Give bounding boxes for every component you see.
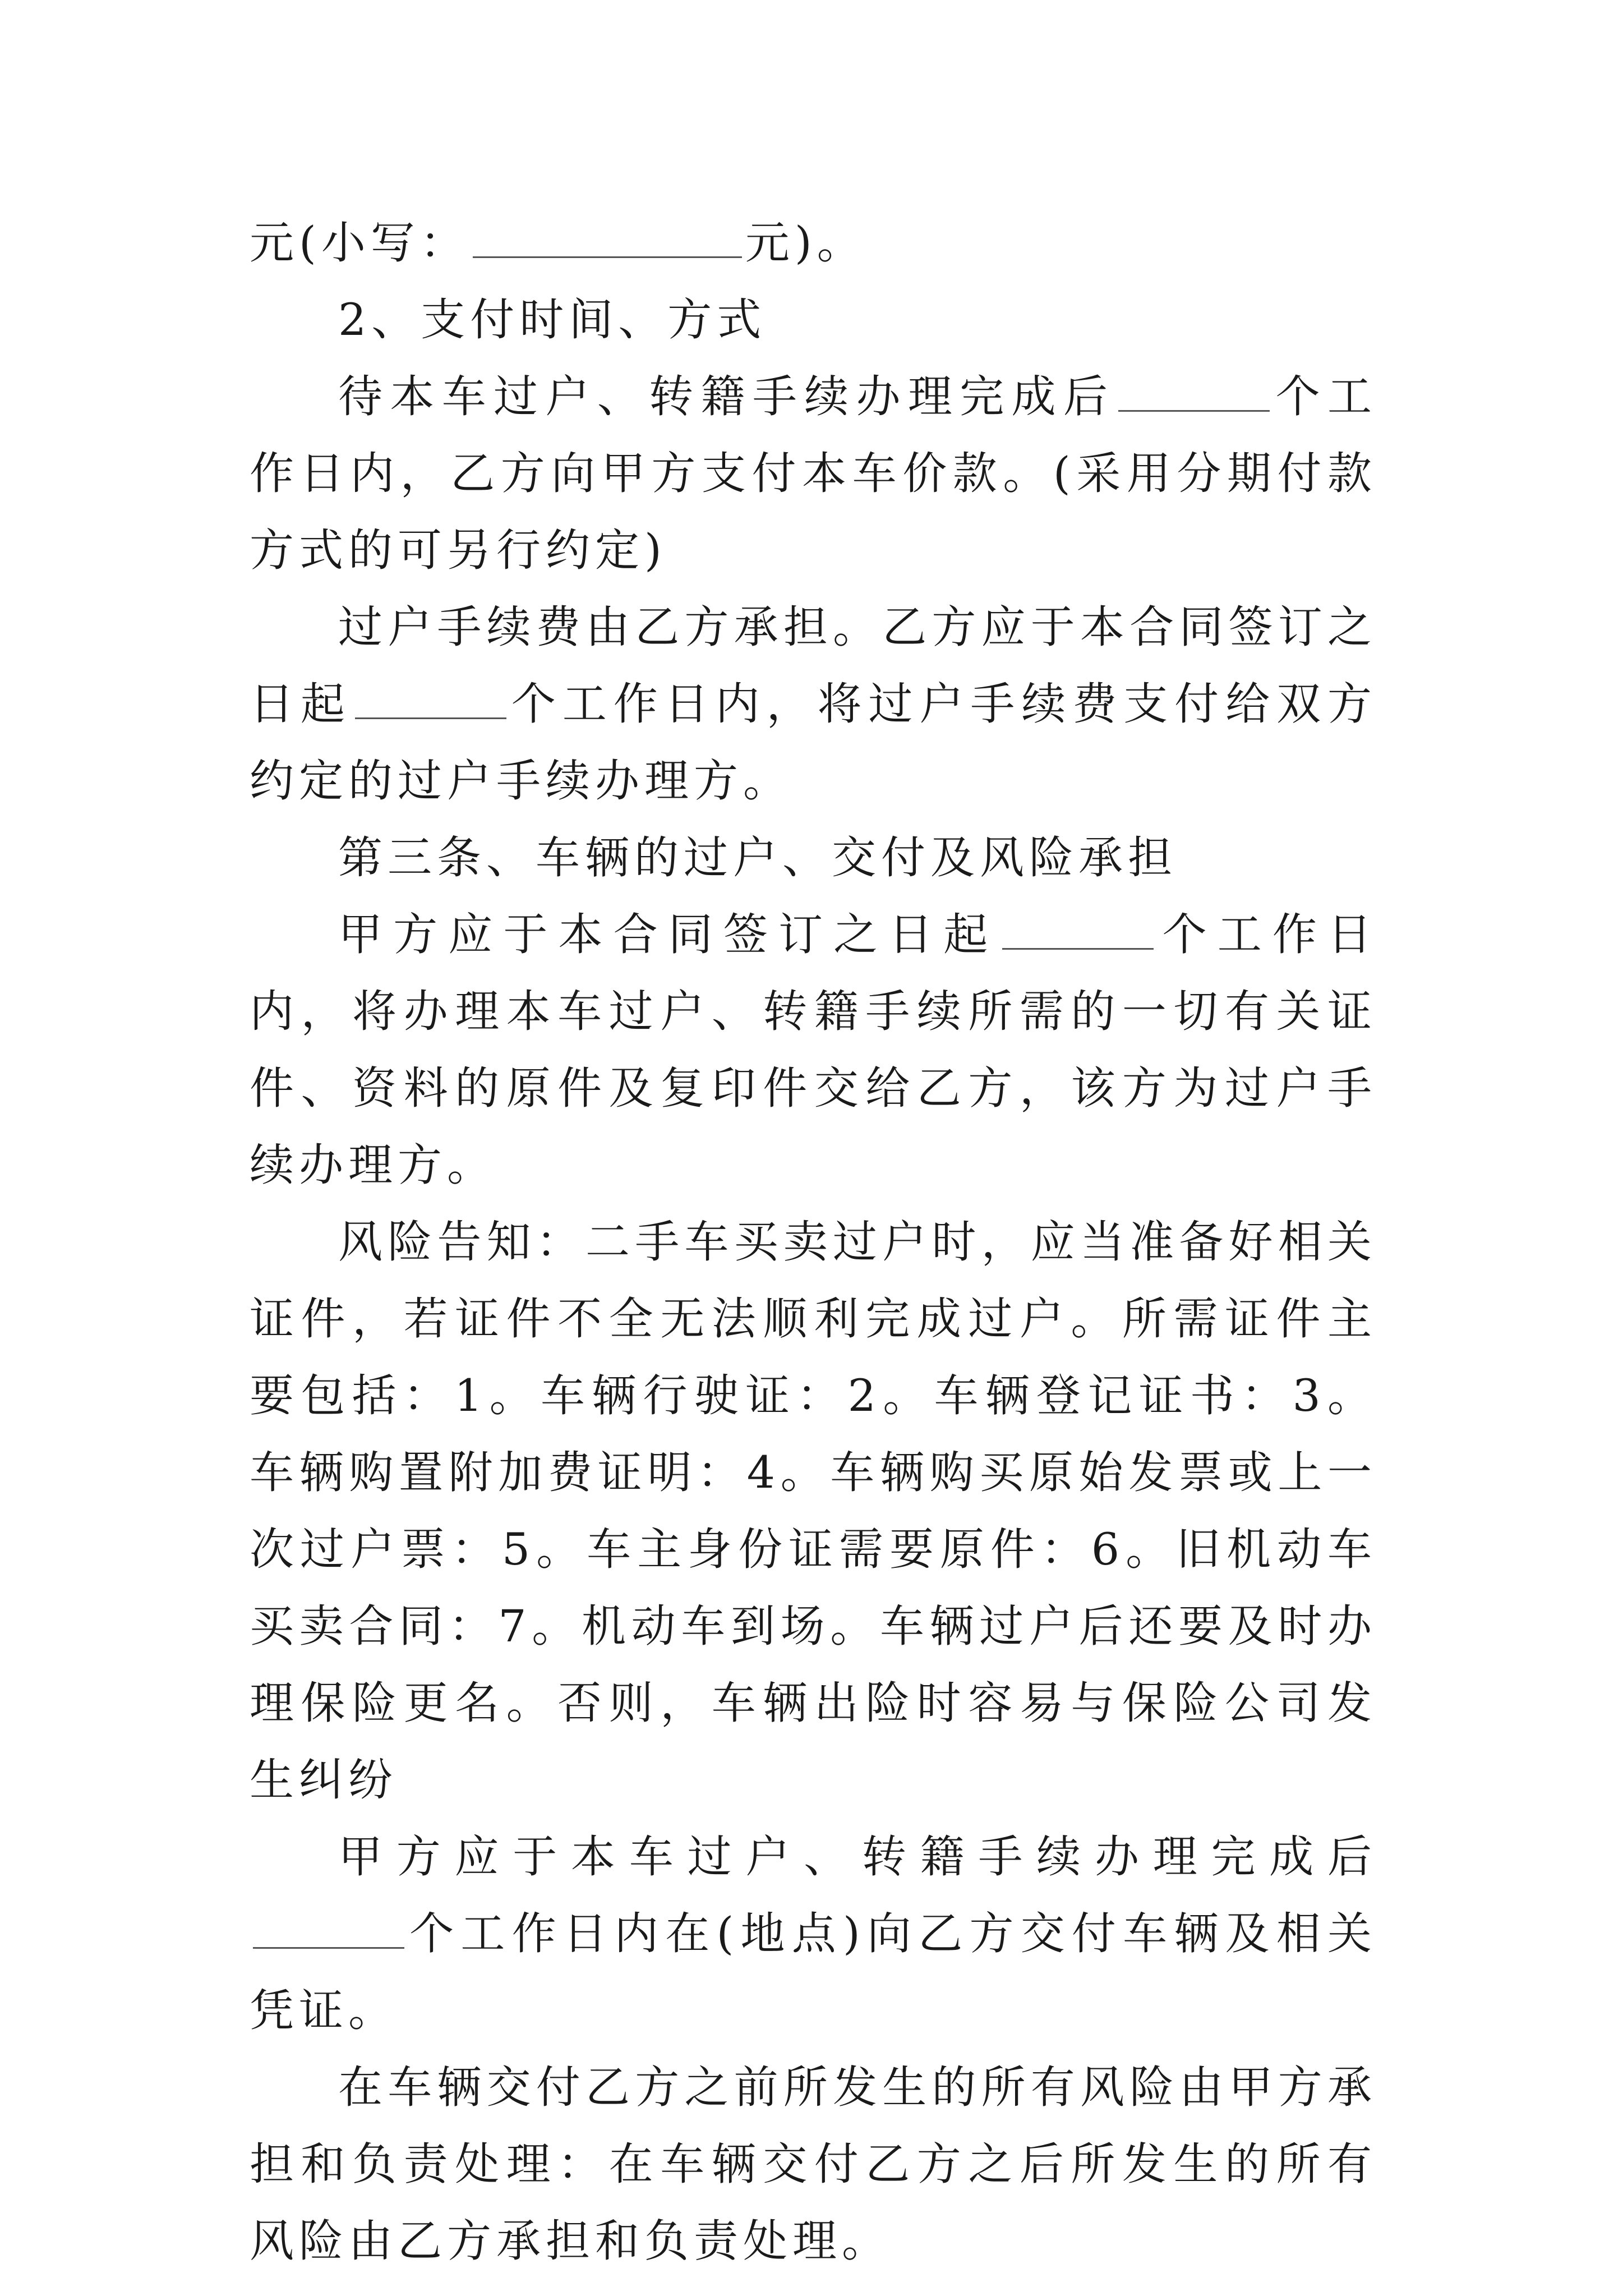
paragraph-transfer-fee xyxy=(250,589,1377,820)
paragraph-vehicle-delivery xyxy=(250,1819,1377,2049)
section-heading-payment xyxy=(250,282,1377,358)
text-segment: 甲方应于本车过户、转籍手续办理完成后 xyxy=(338,1831,1377,1883)
text-segment: 过户手续费由乙方承担。乙方应于本合同签订之日起 xyxy=(250,601,1377,730)
paragraph-risk-notice xyxy=(250,1204,1377,1819)
text-segment: 在车辆交付乙方之前所发生的所有风险由甲方承担和负责处理：在车辆交付乙方之后所发生的所有风险由乙方承担和负责处理。 xyxy=(250,2062,1377,2267)
paragraph-price-lowercase xyxy=(250,205,1377,282)
text-segment: 元)。 xyxy=(745,217,866,269)
text-segment: 元(小写： xyxy=(250,217,469,269)
text-segment: 甲方应于本合同签订之日起 xyxy=(338,909,999,960)
text-segment: 个工作日内，乙方向甲方支付本车价款。(采用分期付款方式的可另行约定) xyxy=(250,371,1377,576)
paragraph-documents-handover xyxy=(250,896,1377,1204)
contract-body xyxy=(250,205,1377,2280)
fill-in-blank xyxy=(1002,940,1154,950)
text-segment: 第三条、车辆的过户、交付及风险承担 xyxy=(338,832,1177,884)
paragraph-payment-time xyxy=(250,358,1377,589)
paragraph-risk-allocation xyxy=(250,2049,1377,2280)
section-heading-article-three xyxy=(250,820,1377,896)
text-segment: 个工作日内在(地点)向乙方交付车辆及相关凭证。 xyxy=(250,1908,1377,2036)
fill-in-blank xyxy=(355,710,506,719)
fill-in-blank xyxy=(253,1939,404,1949)
text-segment: 个工作日内，将办理本车过户、转籍手续所需的一切有关证件、资料的原件及复印件交给乙方，该方为过户手续办理方。 xyxy=(250,909,1377,1191)
fill-in-blank xyxy=(473,249,742,258)
fill-in-blank xyxy=(1118,402,1270,412)
text-segment: 2、支付时间、方式 xyxy=(338,294,767,346)
text-segment: 个工作日内，将过户手续费支付给双方约定的过户手续办理方。 xyxy=(250,678,1377,807)
text-segment: 风险告知：二手车买卖过户时，应当准备好相关证件，若证件不全无法顺利完成过户。所需证件主要包括：1。车辆行驶证：2。车辆登记证书：3。车辆购置附加费证明：4。车辆购买原始发票或上一次过户票：5。车主身份证需要原件：6。旧机动车买卖合同：7。机动车到场。车辆过户后还要及时办理保险更名。否则，车辆出险时容易与保险公司发生纠纷 xyxy=(250,1216,1377,1806)
text-segment: 待本车过户、转籍手续办理完成后 xyxy=(338,371,1115,422)
